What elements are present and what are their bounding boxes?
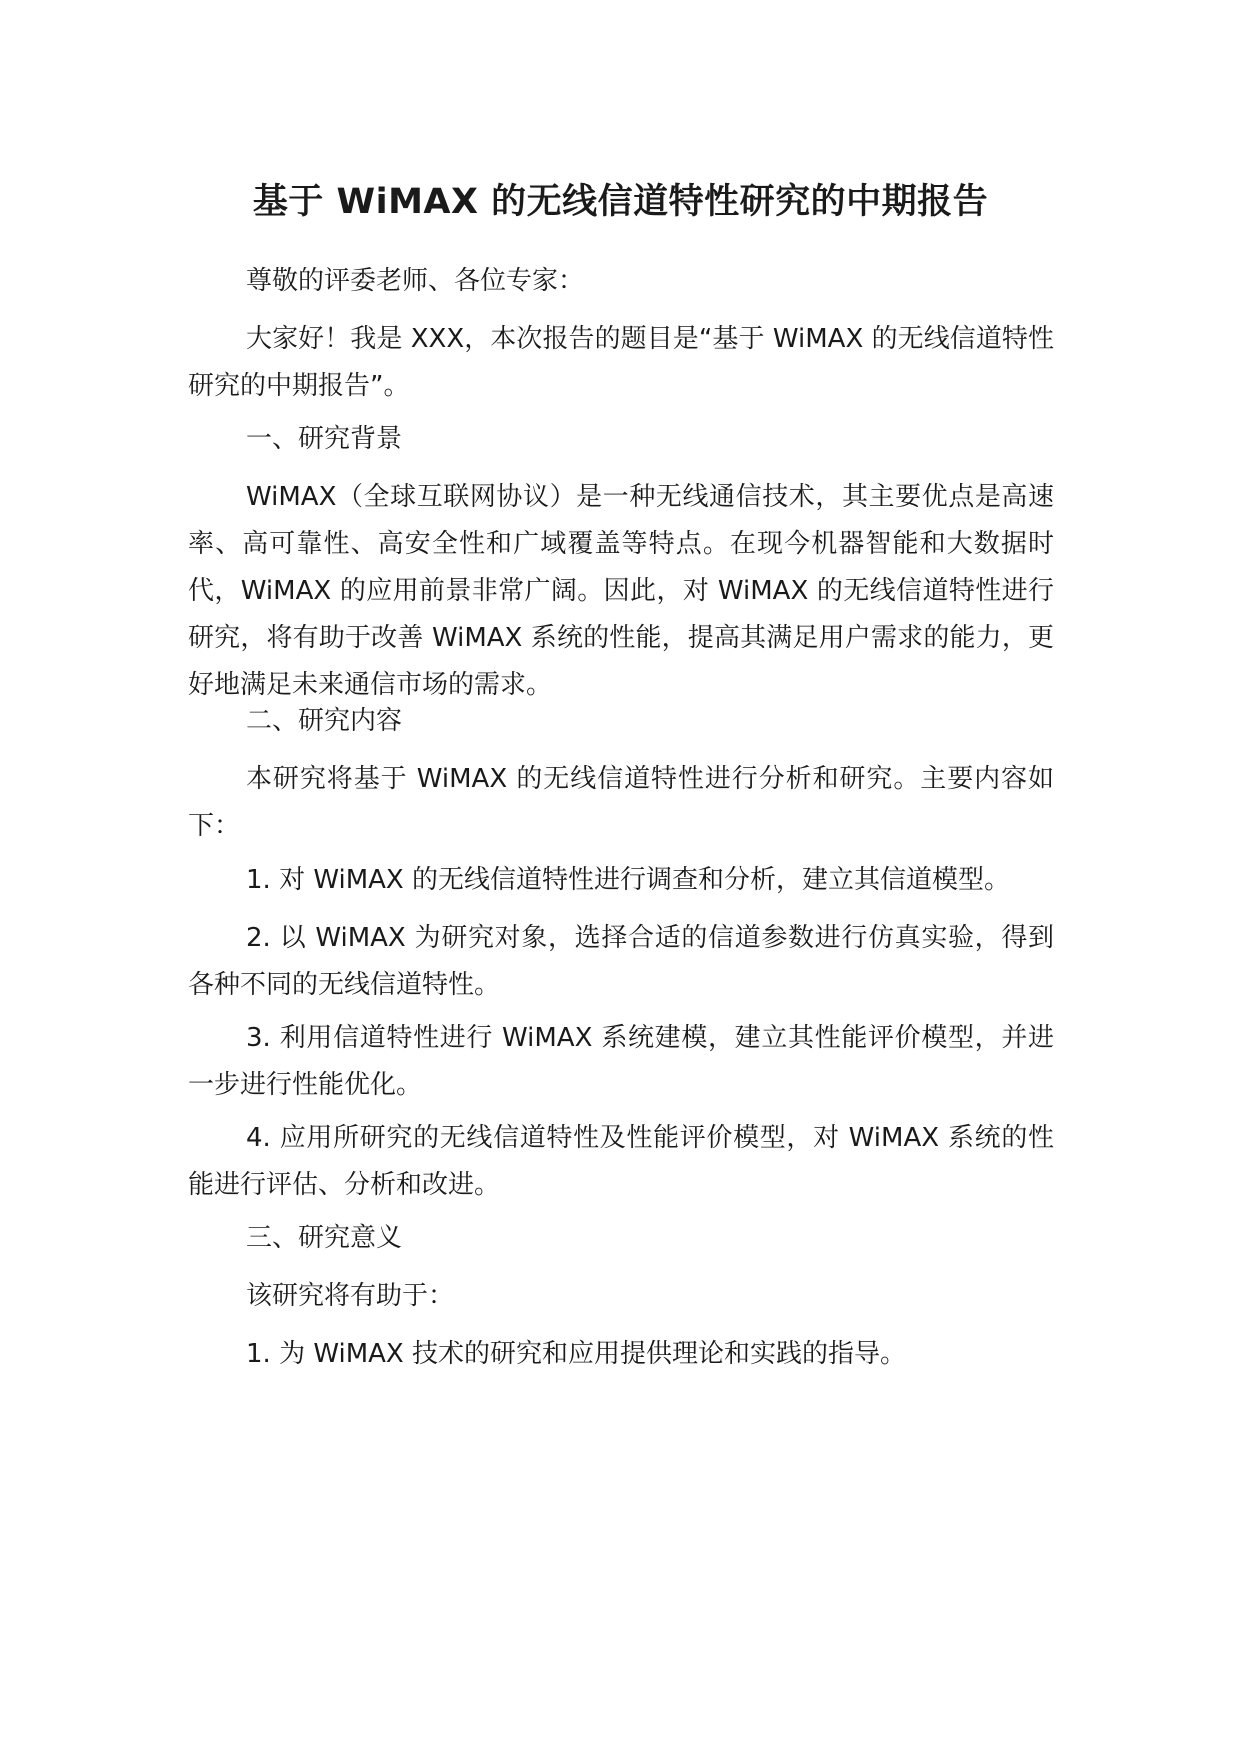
salutation: 尊敬的评委老师、各位专家：	[246, 266, 585, 296]
section-heading-content: 二、研究内容	[246, 706, 403, 736]
content-item-1: 1. 对 WiMAX 的无线信道特性进行调查和分析，建立其信道模型。	[246, 865, 1010, 895]
significance-intro: 该研究将有助于：	[246, 1281, 455, 1311]
document-title: 基于 WiMAX 的无线信道特性研究的中期报告	[252, 182, 989, 222]
significance-item-1: 1. 为 WiMAX 技术的研究和应用提供理论和实践的指导。	[246, 1339, 906, 1369]
section-heading-significance: 三、研究意义	[246, 1223, 403, 1253]
content-intro-paragraph: 本研究将基于 WiMAX 的无线信道特性进行分析和研究。主要内容如下：	[188, 764, 1054, 841]
section-heading-background: 一、研究背景	[246, 424, 403, 454]
intro-paragraph: 大家好！我是 XXX，本次报告的题目是“基于 WiMAX 的无线信道特性研究的中期报告”。	[188, 324, 1054, 401]
content-item-2: 2. 以 WiMAX 为研究对象，选择合适的信道参数进行仿真实验，得到各种不同的无线信道特性。	[188, 923, 1054, 1000]
background-paragraph: WiMAX（全球互联网协议）是一种无线通信技术，其主要优点是高速率、高可靠性、高安全性和广域覆盖等特点。在现今机器智能和大数据时代，WiMAX 的应用前景非常广阔。因此，对 WiMAX 的无线信道特性进行研究，将有助于改善 WiMAX 系统的性能，提高其满足用户需求的能力，更好地满足未来通信市场的需求。	[188, 482, 1054, 700]
content-item-3: 3. 利用信道特性进行 WiMAX 系统建模，建立其性能评价模型，并进一步进行性能优化。	[188, 1023, 1054, 1100]
content-item-4: 4. 应用所研究的无线信道特性及性能评价模型，对 WiMAX 系统的性能进行评估、分析和改进。	[188, 1123, 1054, 1200]
